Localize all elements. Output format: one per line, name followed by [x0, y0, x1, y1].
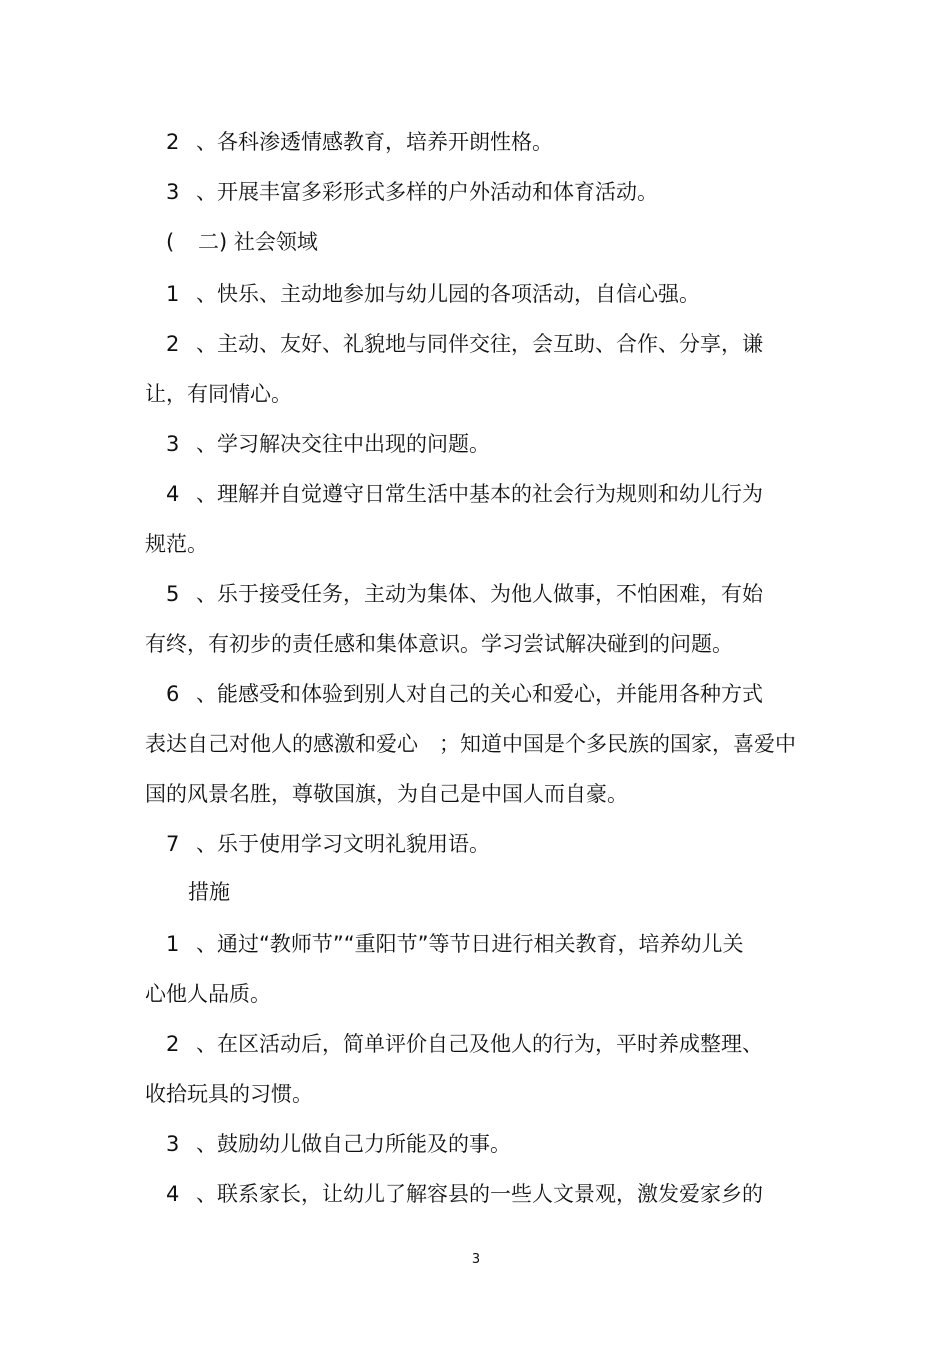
item-number: 5: [166, 582, 180, 606]
item-text: 、乐于使用学习文明礼貌用语。: [196, 832, 490, 856]
item-text-continued: 让，有同情心。: [145, 382, 292, 406]
heading-text: 措施: [188, 880, 230, 904]
item-number: 2: [166, 130, 180, 154]
item-text: 、能感受和体验到别人对自己的关心和爱心，并能用各种方式: [196, 682, 763, 706]
item-text-continued: 有终，有初步的责任感和集体意识。学习尝试解决碰到的问题。: [145, 632, 733, 656]
item-text: 、主动、友好、礼貌地与同伴交往，会互助、合作、分享，谦: [196, 332, 763, 356]
section-paren: (: [166, 230, 175, 254]
item-text: 、开展丰富多彩形式多样的户外活动和体育活动。: [196, 180, 658, 204]
item-number: 2: [166, 332, 180, 356]
item-number: 3: [166, 432, 180, 456]
item-number: 3: [166, 180, 180, 204]
item-text: 、各科渗透情感教育，培养开朗性格。: [196, 130, 553, 154]
page-number: 3: [471, 1252, 481, 1267]
item-number: 7: [166, 832, 180, 856]
item-number: 4: [166, 1182, 180, 1206]
item-text-continued: 国的风景名胜，尊敬国旗，为自己是中国人而自豪。: [145, 782, 628, 806]
item-text: 、联系家长，让幼儿了解容县的一些人文景观，激发爱家乡的: [196, 1182, 763, 1206]
item-text: 、乐于接受任务，主动为集体、为他人做事，不怕困难，有始: [196, 582, 763, 606]
item-number: 3: [166, 1132, 180, 1156]
section-title: 二) 社会领域: [198, 230, 318, 254]
item-text: 、理解并自觉遵守日常生活中基本的社会行为规则和幼儿行为: [196, 482, 763, 506]
item-text-continued: 表达自己对他人的感激和爱心 ；知道中国是个多民族的国家，喜爱中: [145, 732, 796, 756]
item-number: 4: [166, 482, 180, 506]
item-text: 、学习解决交往中出现的问题。: [196, 432, 490, 456]
item-text: 、快乐、主动地参加与幼儿园的各项活动，自信心强。: [196, 282, 700, 306]
item-number: 6: [166, 682, 180, 706]
item-number: 1: [166, 282, 180, 306]
item-number: 1: [166, 932, 180, 956]
item-text-continued: 规范。: [145, 532, 208, 556]
item-text: 、在区活动后，简单评价自己及他人的行为，平时养成整理、: [196, 1032, 763, 1056]
item-text-continued: 心他人品质。: [145, 982, 271, 1006]
item-text: 、鼓励幼儿做自己力所能及的事。: [196, 1132, 511, 1156]
item-text: 、通过“教师节”“重阳节”等节日进行相关教育，培养幼儿关: [196, 932, 744, 956]
item-text-continued: 收拾玩具的习惯。: [145, 1082, 313, 1106]
item-number: 2: [166, 1032, 180, 1056]
